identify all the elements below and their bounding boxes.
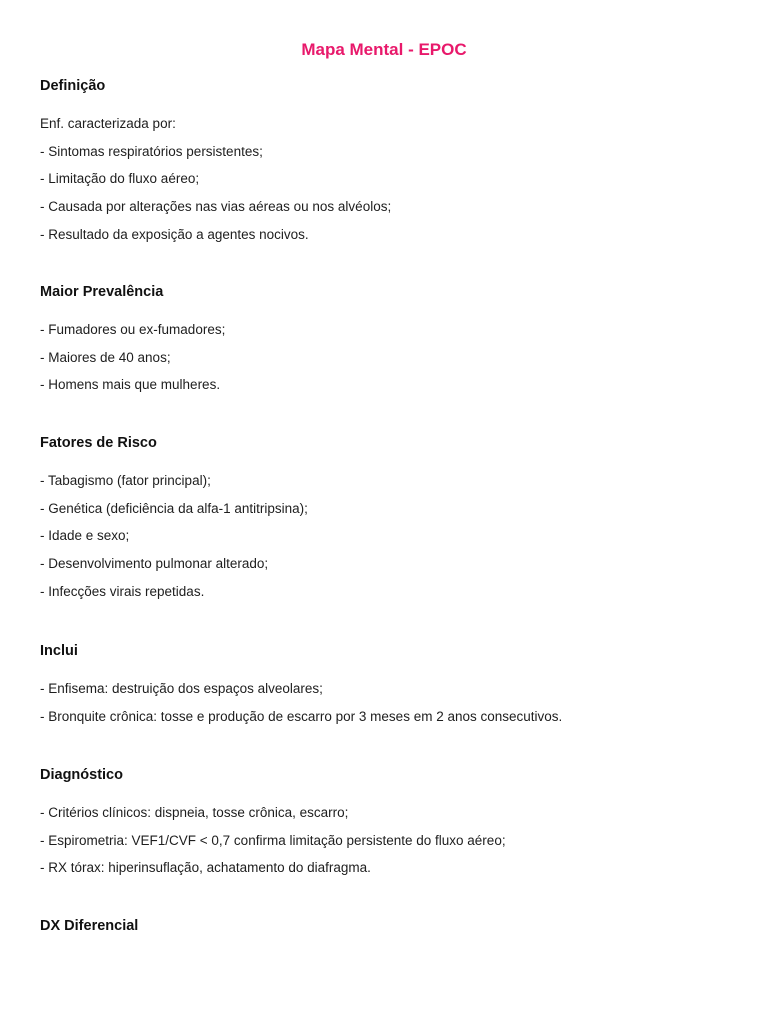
text-line: - Fumadores ou ex-fumadores;: [40, 322, 226, 337]
text-line: - Causada por alterações nas vias aéreas ou nos alvéolos;: [40, 199, 392, 215]
section-heading: DX Diferencial: [40, 918, 139, 934]
text-line: - Genética (deficiência da alfa-1 antitripsina);: [40, 500, 308, 516]
text-line: - Espirometria: VEF1/CVF < 0,7 confirma limitação persistente do fluxo aéreo;: [40, 832, 506, 848]
section-body: [40, 804, 730, 877]
text-line: - Bronquite crônica: tosse e produção de escarro por 3 meses em 2 anos consecutivos.: [40, 708, 563, 724]
section-heading: Diagnóstico: [40, 767, 123, 783]
text-line: - Idade e sexo;: [40, 528, 130, 544]
text-line: - Sintomas respiratórios persistentes;: [40, 143, 263, 159]
section-heading: Fatores de Risco: [40, 435, 157, 451]
text-line: - Homens mais que mulheres.: [40, 377, 221, 393]
section-body: [40, 115, 730, 244]
section-fatores-de-risco: [40, 434, 730, 610]
text-line: - Desenvolvimento pulmonar alterado;: [40, 556, 269, 572]
text-line: - Resultado da exposição a agentes nocivos.: [40, 226, 309, 242]
text-line: - Tabagismo (fator principal);: [40, 473, 211, 488]
text-line: - Critérios clínicos: dispneia, tosse crônica, escarro;: [40, 805, 349, 820]
text-line: - Infecções virais repetidas.: [40, 583, 205, 599]
section-heading: Definição: [40, 78, 106, 94]
section-body: [40, 321, 730, 394]
section-diagnostico: [40, 766, 730, 887]
text-line: - RX tórax: hiperinsuflação, achatamento do diafragma.: [40, 860, 371, 876]
text-line: - Enfisema: destruição dos espaços alveolares;: [40, 681, 323, 696]
section-body: [40, 472, 730, 601]
page-title: Mapa Mental - EPOC: [301, 40, 467, 59]
section-maior-prevalencia: [40, 283, 730, 404]
text-line: Enf. caracterizada por:: [40, 116, 176, 131]
text-line: - Maiores de 40 anos;: [40, 349, 171, 365]
text-line: - Limitação do fluxo aéreo;: [40, 171, 200, 187]
section-definicao: [40, 77, 730, 253]
section-body: [40, 680, 730, 726]
section-inclui: [40, 642, 730, 735]
section-dx-diferencial: [40, 917, 730, 935]
section-heading: Inclui: [40, 643, 78, 659]
section-heading: Maior Prevalência: [40, 284, 164, 300]
